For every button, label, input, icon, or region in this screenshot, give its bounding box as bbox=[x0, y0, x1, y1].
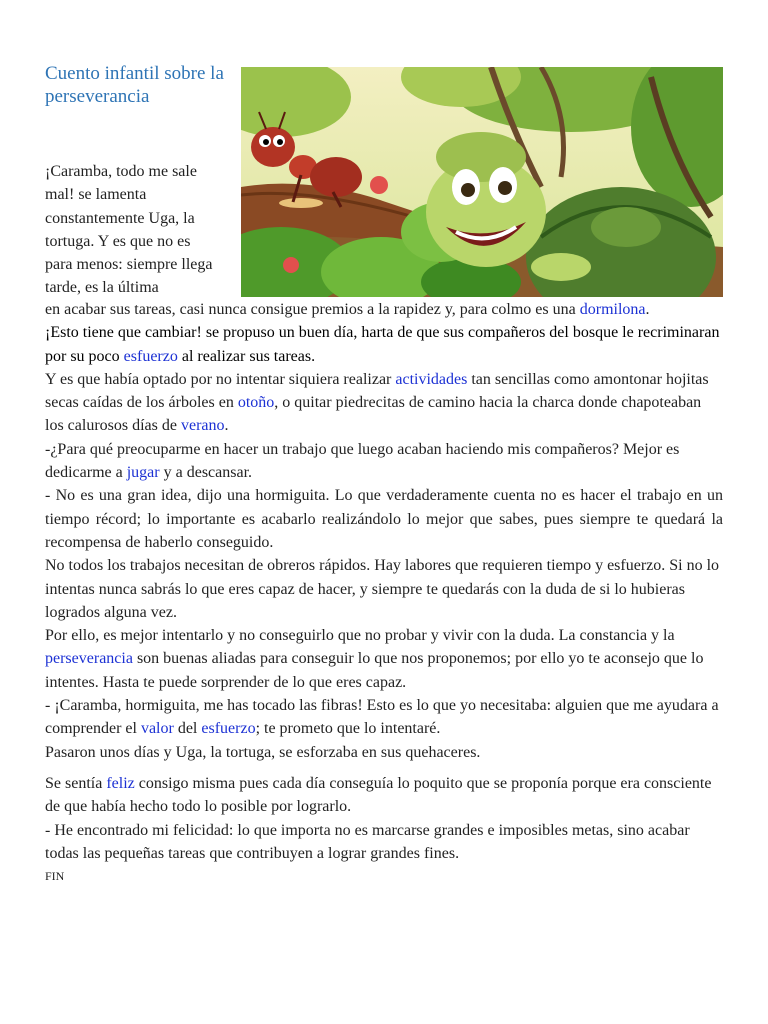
paragraph: - He encontrado mi felicidad: lo que importa no es marcarse grandes e imposibles metas, sino acabar todas las pequeñas tareas que contribuyen a lograr grandes fines. bbox=[45, 821, 690, 862]
page-title: Cuento infantil sobre la perseverancia bbox=[45, 63, 224, 107]
paragraph: No todos los trabajos necesitan de obreros rápidos. Hay labores que requieren tiempo y esfuerzo. Si no lo intentas nunca sabrás lo que eres capaz de hacer, y siempre te quedarás con la duda de si lo hubieras logrados alguna vez. bbox=[45, 557, 720, 621]
paragraph bbox=[45, 772, 723, 819]
link-feliz[interactable]: feliz bbox=[106, 774, 135, 792]
story-body bbox=[45, 298, 723, 885]
text-run: al realizar sus tareas. bbox=[177, 347, 316, 365]
text-run: . bbox=[224, 417, 229, 435]
text-run: . bbox=[645, 301, 650, 318]
text-run: , o quitar piedrecitas de camino hacia la charca donde chapoteaban los calurosos días de bbox=[45, 394, 702, 435]
link-otono[interactable]: otoño bbox=[237, 394, 275, 412]
story-intro: ¡Caramba, todo me sale mal! se lamenta constantemente Uga, la tortuga. Y es que no es para menos: siempre llega tarde, es la última bbox=[45, 163, 213, 297]
link-dormilona[interactable]: dormilona bbox=[579, 301, 646, 318]
paragraph: - No es una gran idea, dijo una hormiguita. Lo que verdaderamente cuenta no es hacer el trabajo en un tiempo récord; lo importante es acabarlo realizándolo lo mejor que sabes, pues siempre te quedará la recompensa de haberlo conseguido. bbox=[45, 487, 723, 551]
text-run: ; te prometo que lo intentaré. bbox=[255, 720, 441, 738]
link-verano[interactable]: verano bbox=[180, 417, 225, 435]
link-jugar[interactable]: jugar bbox=[126, 464, 160, 482]
text-run: son buenas aliadas para conseguir lo que nos proponemos; por ello yo te aconsejo que lo intentes. Hasta te puede sorprender de lo que eres capaz. bbox=[45, 650, 704, 691]
link-esfuerzo[interactable]: esfuerzo bbox=[123, 347, 178, 365]
text-run: consigo misma pues cada día conseguía lo poquito que se proponía porque era consciente de que había hecho todo lo posible por lograrlo. bbox=[45, 774, 712, 816]
paragraph bbox=[45, 368, 723, 438]
text-run: del bbox=[173, 720, 202, 738]
text-run: tan sencillas como amontonar hojitas secas caídas de los árboles en bbox=[45, 370, 709, 412]
text-run: -¿Para qué preocuparme en hacer un trabajo que luego acaban haciendo mis compañeros? Mejor es dedicarme a bbox=[45, 440, 680, 482]
link-valor[interactable]: valor bbox=[140, 720, 174, 738]
text-run: Se sentía bbox=[45, 774, 107, 792]
link-perseverancia[interactable]: perseverancia bbox=[45, 650, 133, 668]
link-actividades[interactable]: actividades bbox=[395, 370, 468, 388]
text-run: Por ello, es mejor intentarlo y no conseguirlo que no probar y vivir con la duda. La constancia y la bbox=[45, 627, 675, 645]
text-run: ¡Esto tiene que cambiar! se propuso un buen día, harta de que sus compañeros del bosque le recriminaran por su poco bbox=[45, 324, 720, 365]
text-run: - ¡Caramba, hormiguita, me has tocado las fibras! Esto es lo que yo necesitaba: alguien que me ayudara a comprender el bbox=[45, 697, 719, 738]
text-run: Y es que había optado por no intentar siquiera realizar bbox=[45, 370, 396, 388]
paragraph bbox=[45, 694, 723, 741]
text-run: en acabar sus tareas, casi nunca consigue premios a la rapidez y, para colmo es una bbox=[45, 301, 580, 318]
paragraph bbox=[45, 321, 723, 368]
link-esfuerzo-2[interactable]: esfuerzo bbox=[201, 720, 256, 738]
story-end: FIN bbox=[45, 869, 65, 884]
paragraph: Pasaron unos días y Uga, la tortuga, se esforzaba en sus quehaceres. bbox=[45, 743, 481, 761]
paragraph bbox=[45, 298, 723, 321]
paragraph bbox=[45, 438, 723, 485]
story-illustration bbox=[241, 67, 723, 297]
text-run: y a descansar. bbox=[159, 464, 253, 482]
paragraph bbox=[45, 624, 723, 694]
